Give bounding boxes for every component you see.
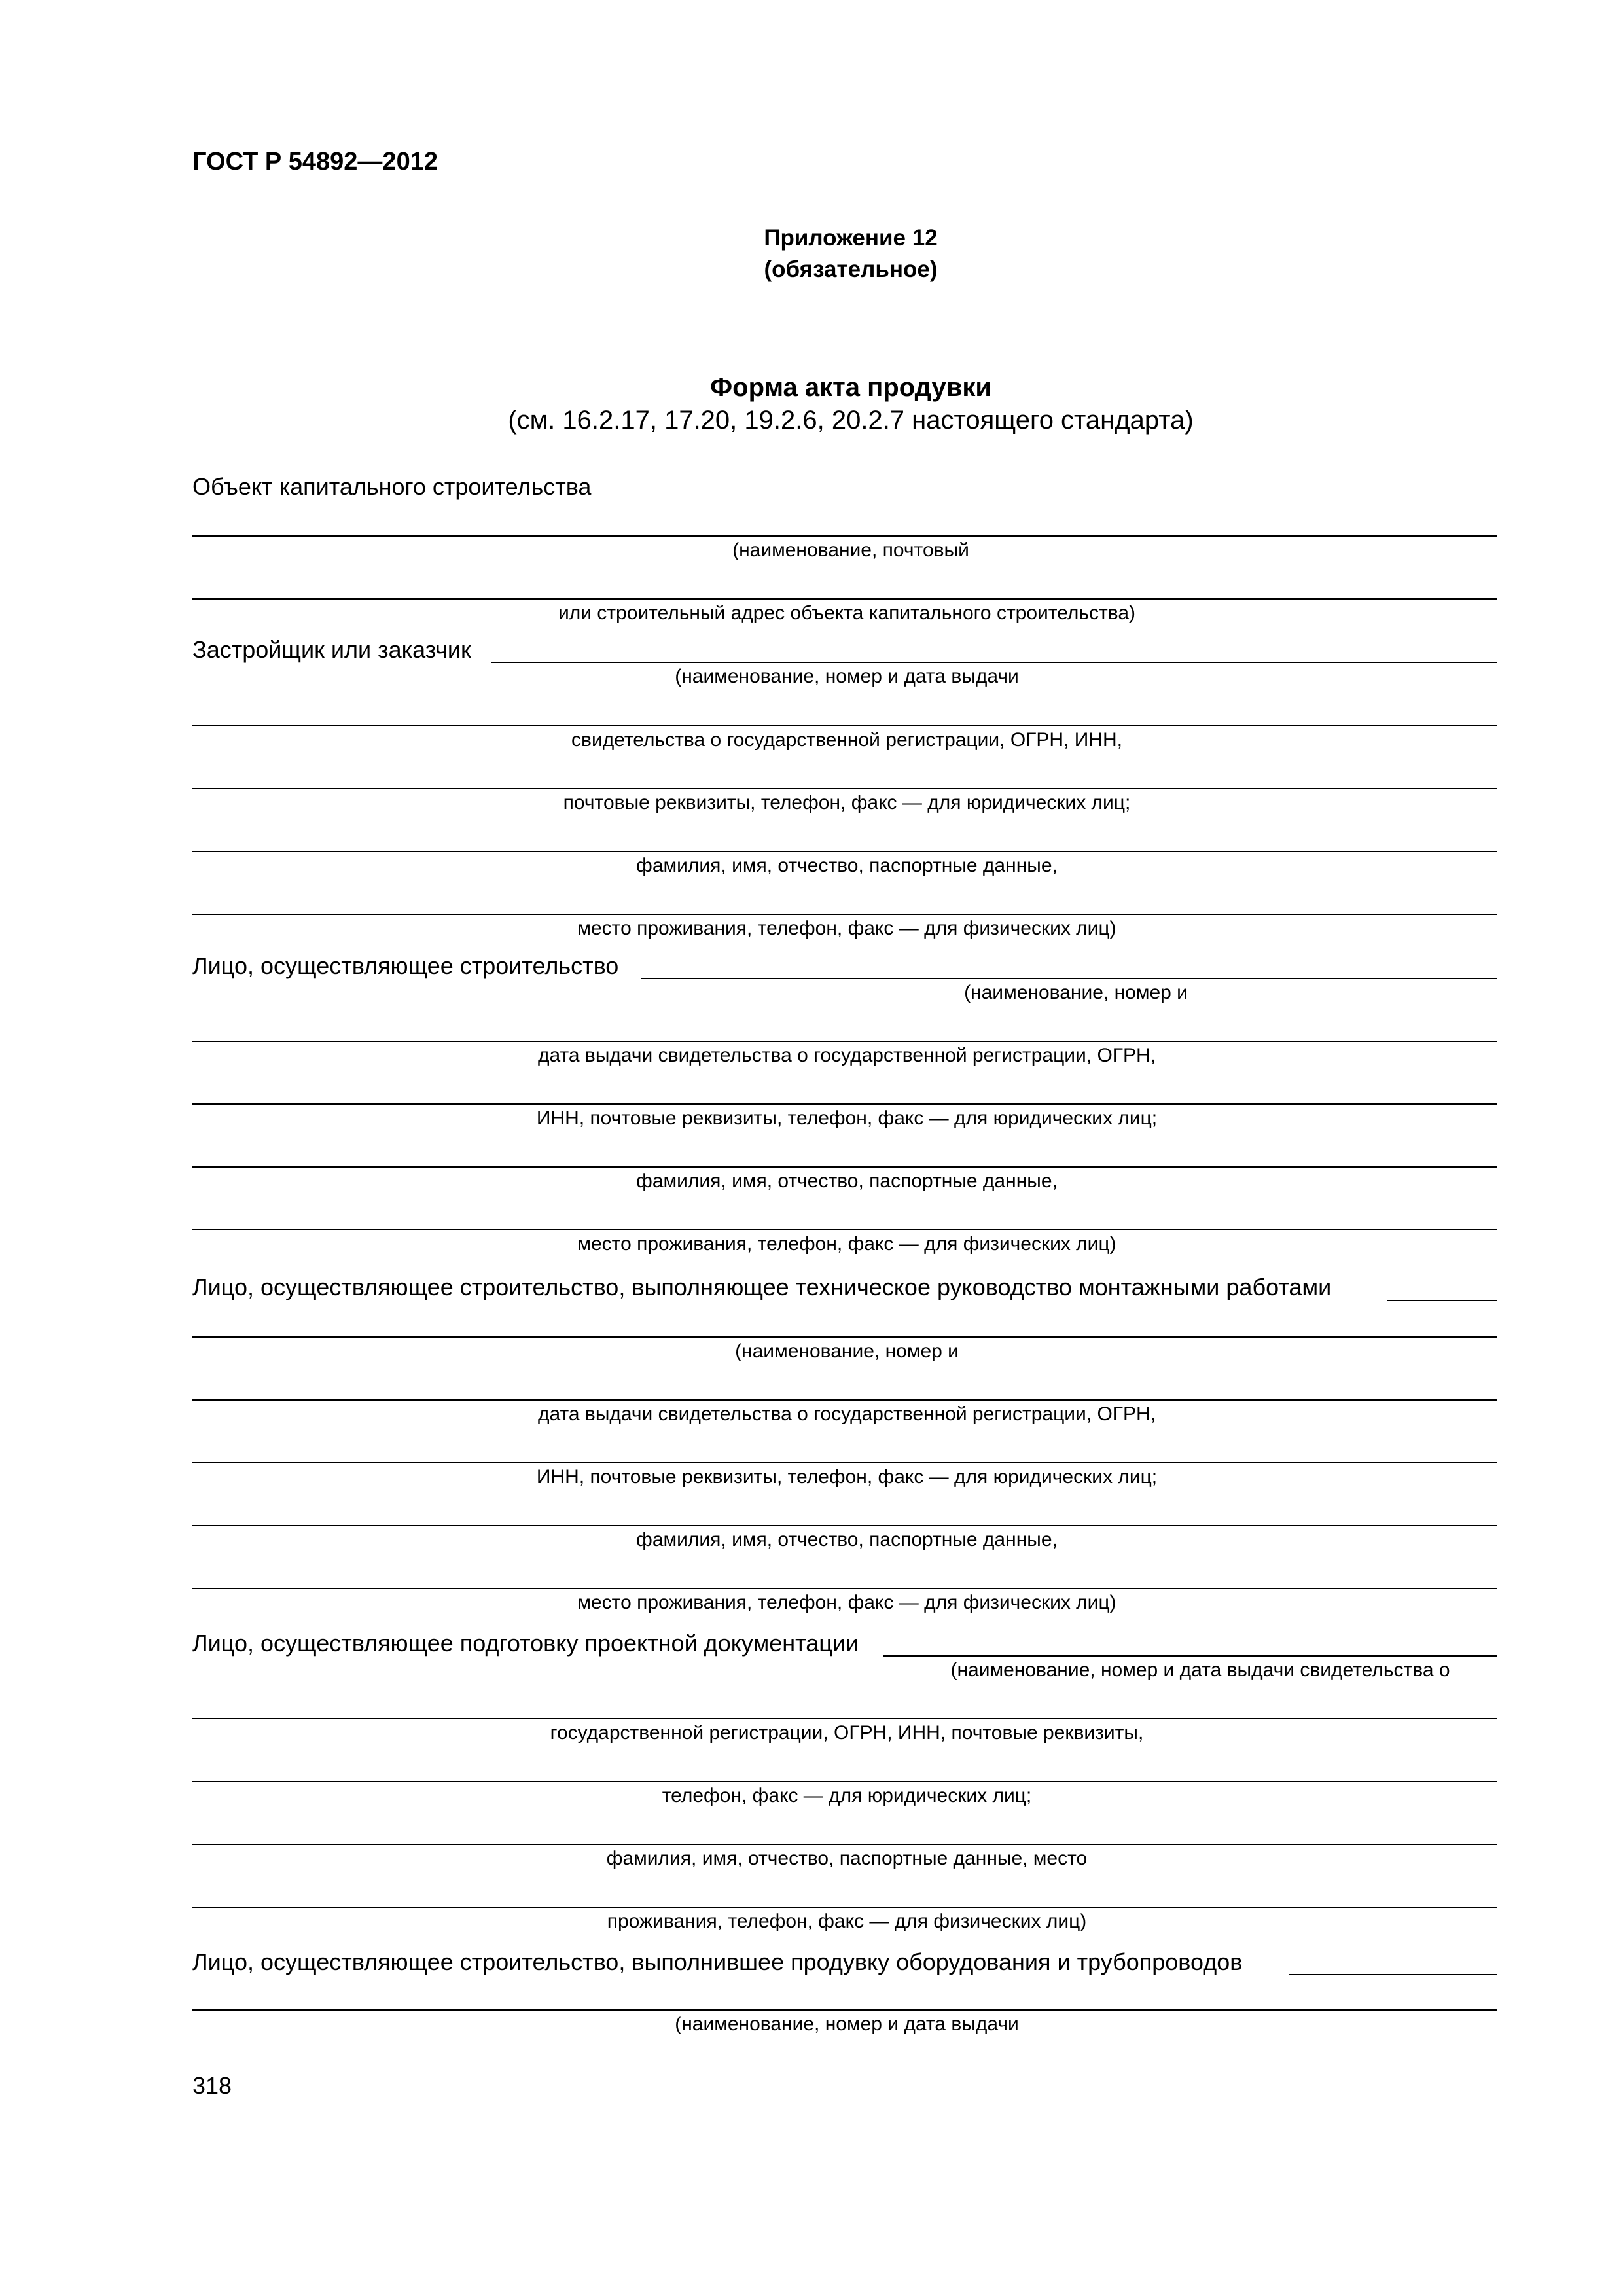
designer-hint-2: государственной регистрации, ОГРН, ИНН, почтовые реквизиты, (550, 1722, 1144, 1744)
supervisor-line-5[interactable] (192, 1588, 1497, 1589)
object-hint-1: (наименование, почтовый (732, 539, 969, 561)
developer-hint-2: свидетельства о государственной регистрации, ОГРН, ИНН, (571, 729, 1122, 751)
designer-hint-3: телефон, факс — для юридических лиц; (662, 1785, 1032, 1806)
developer-hint-3: почтовые реквизиты, телефон, факс — для юридических лиц; (563, 792, 1131, 814)
object-line-1[interactable] (192, 535, 1497, 537)
developer-line-3[interactable] (192, 788, 1497, 789)
developer-line-5[interactable] (192, 914, 1497, 915)
designer-line-3[interactable] (192, 1781, 1497, 1782)
developer-hint-4: фамилия, имя, отчество, паспортные данные, (636, 855, 1058, 876)
builder-hint-5: место проживания, телефон, факс — для физических лиц) (577, 1233, 1116, 1255)
supervisor-hint-4: фамилия, имя, отчество, паспортные данные, (636, 1529, 1058, 1551)
supervisor-line-1[interactable] (192, 1336, 1497, 1338)
object-line-2[interactable] (192, 598, 1497, 600)
builder-hint-1: (наименование, номер и (964, 982, 1188, 1003)
form-title: Форма акта продувки (710, 373, 991, 402)
designer-hint-5: проживания, телефон, факс — для физических лиц) (607, 1910, 1087, 1932)
developer-line-1[interactable] (491, 662, 1497, 663)
appendix-number: Приложение 12 (764, 225, 938, 251)
developer-line-4[interactable] (192, 851, 1497, 852)
supervisor-line-3[interactable] (192, 1462, 1497, 1463)
supervisor-hint-3: ИНН, почтовые реквизиты, телефон, факс — для юридических лиц; (536, 1466, 1158, 1488)
form-reference: (см. 16.2.17, 17.20, 19.2.6, 20.2.7 настоящего стандарта) (508, 406, 1194, 435)
designer-line-1[interactable] (883, 1655, 1497, 1657)
designer-line-2[interactable] (192, 1718, 1497, 1719)
supervisor-label: Лицо, осуществляющее строительство, выполняющее техническое руководство монтажными работами (192, 1274, 1332, 1300)
standard-number: ГОСТ Р 54892—2012 (192, 148, 438, 175)
designer-label: Лицо, осуществляющее подготовку проектной документации (192, 1630, 859, 1657)
builder-line-5[interactable] (192, 1229, 1497, 1230)
builder-hint-2: дата выдачи свидетельства о государственной регистрации, ОГРН, (537, 1045, 1156, 1066)
supervisor-line-0[interactable] (1387, 1300, 1497, 1301)
builder-line-4[interactable] (192, 1166, 1497, 1168)
developer-label: Застройщик или заказчик (192, 636, 471, 663)
supervisor-hint-2: дата выдачи свидетельства о государственной регистрации, ОГРН, (537, 1403, 1156, 1425)
developer-hint-5: место проживания, телефон, факс — для физических лиц) (577, 918, 1116, 939)
object-hint-2: или строительный адрес объекта капитального строительства) (558, 602, 1136, 624)
builder-line-3[interactable] (192, 1103, 1497, 1105)
supervisor-line-2[interactable] (192, 1399, 1497, 1401)
builder-label: Лицо, осуществляющее строительство (192, 952, 619, 979)
object-label: Объект капитального строительства (192, 473, 592, 500)
supervisor-hint-5: место проживания, телефон, факс — для физических лиц) (577, 1592, 1116, 1613)
designer-line-4[interactable] (192, 1844, 1497, 1845)
designer-line-5[interactable] (192, 1907, 1497, 1908)
purge-performer-line-1[interactable] (192, 2009, 1497, 2011)
purge-performer-hint-1: (наименование, номер и дата выдачи (675, 2013, 1019, 2035)
builder-line-1[interactable] (641, 978, 1497, 979)
developer-line-2[interactable] (192, 725, 1497, 726)
appendix-status: (обязательное) (764, 257, 938, 282)
developer-hint-1: (наименование, номер и дата выдачи (675, 666, 1019, 687)
builder-hint-4: фамилия, имя, отчество, паспортные данные, (636, 1170, 1058, 1192)
designer-hint-4: фамилия, имя, отчество, паспортные данные, место (606, 1848, 1088, 1869)
purge-performer-label: Лицо, осуществляющее строительство, выполнившее продувку оборудования и трубопроводов (192, 1948, 1243, 1975)
page-number: 318 (192, 2072, 232, 2099)
purge-performer-line-0[interactable] (1289, 1974, 1497, 1975)
supervisor-line-4[interactable] (192, 1525, 1497, 1526)
builder-line-2[interactable] (192, 1041, 1497, 1042)
supervisor-hint-1: (наименование, номер и (735, 1340, 959, 1362)
builder-hint-3: ИНН, почтовые реквизиты, телефон, факс — для юридических лиц; (536, 1107, 1158, 1129)
designer-hint-1: (наименование, номер и дата выдачи свидетельства о (950, 1659, 1450, 1681)
